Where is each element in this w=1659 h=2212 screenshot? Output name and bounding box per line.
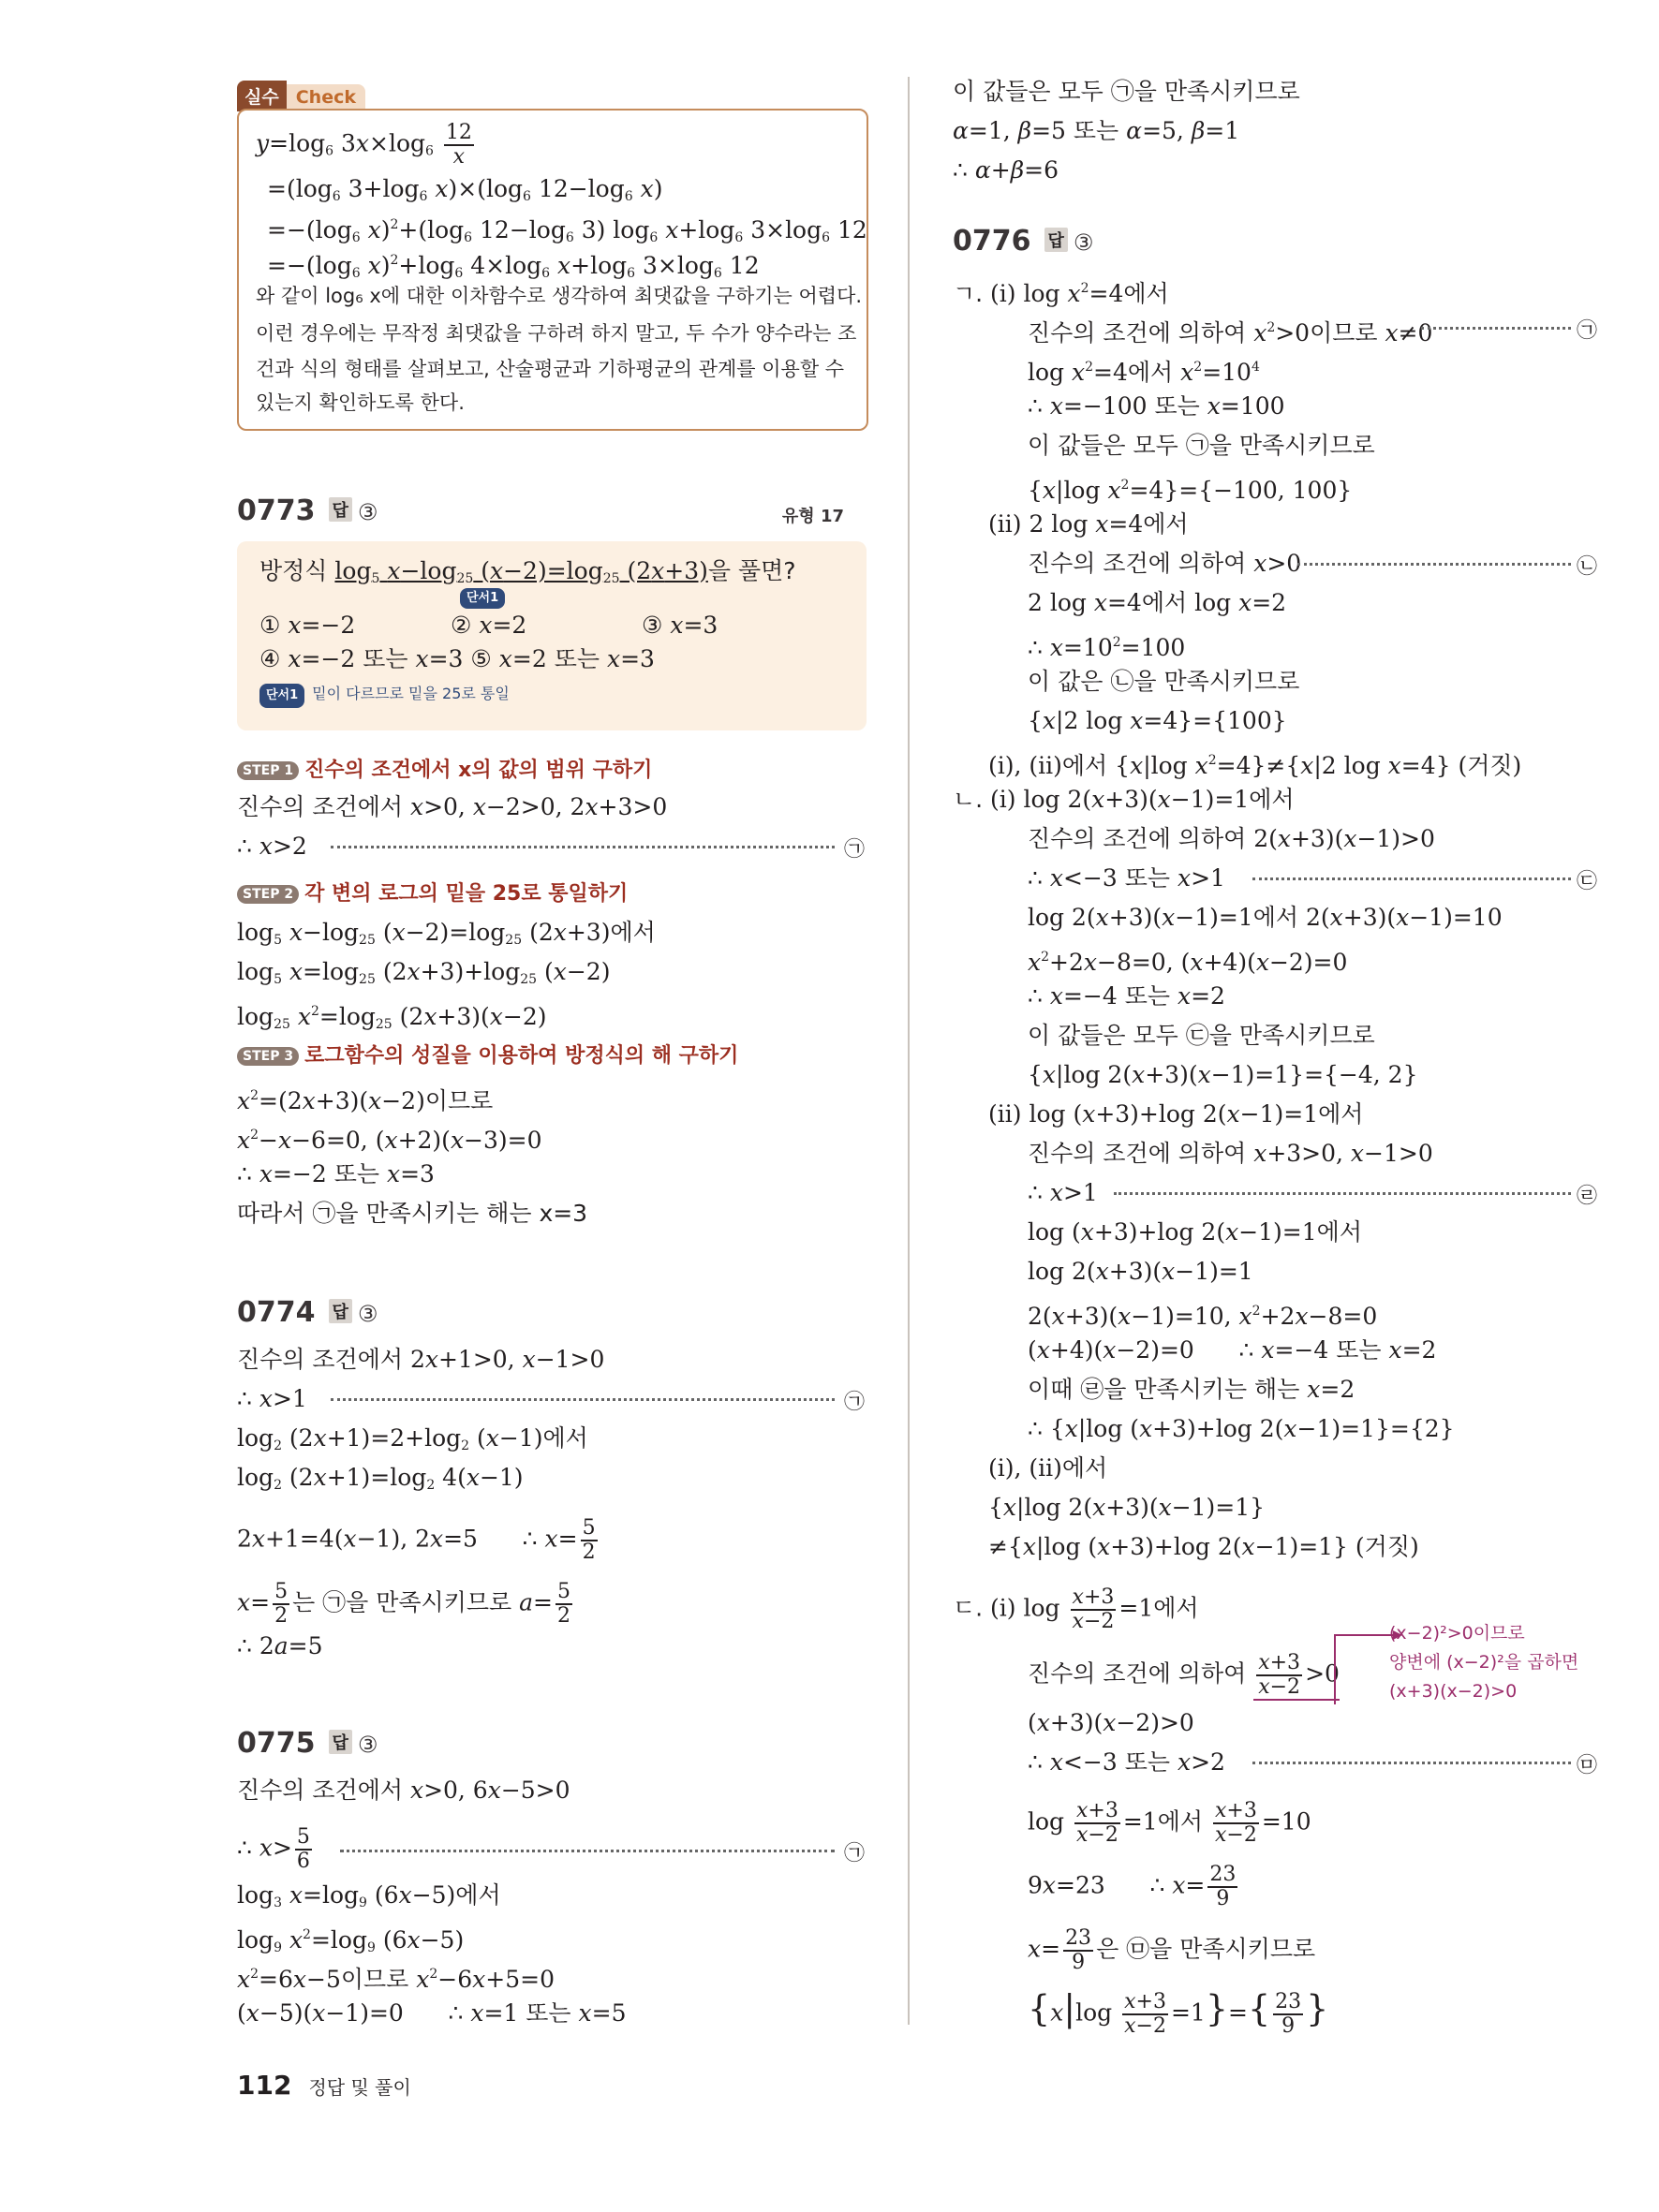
l0774-1: 진수의 조건에서 2x+1>0, x−1>0 bbox=[237, 1346, 605, 1373]
note-line-1: (x−2)²>0이므로 bbox=[1389, 1623, 1525, 1644]
l0775-2: ∴ x> $\frac{5}{6}$ bbox=[237, 1825, 310, 1873]
r-10: ∴ $x=10^2=100$ bbox=[1028, 634, 1186, 661]
circle-mark: ㉠ bbox=[1577, 319, 1598, 343]
r-26: log 2(x+3)(x−1)=1 bbox=[1028, 1258, 1253, 1285]
r-36: (x+3)(x−2)>0 bbox=[1028, 1709, 1194, 1736]
r-33: ≠{x|log (x+3)+log 2(x−1)=1} (거짓) bbox=[988, 1533, 1419, 1560]
l0773-5: $\log_{25} x^2=\log_{25}$ (2x+3)(x−2) bbox=[237, 1003, 547, 1032]
leader-dots bbox=[1297, 563, 1571, 566]
r-1: ㄱ. (ⅰ) $\log x^2=4$에서 bbox=[953, 280, 1169, 307]
r-23: 진수의 조건에 의하여 x+3>0, x−1>0 bbox=[1028, 1140, 1433, 1167]
circle-mark: ㉢ bbox=[1577, 870, 1598, 893]
hint-line: 단서1 밑이 다르므로 밑을 25로 통일 bbox=[259, 680, 510, 708]
problem-question: 방정식 $\log_5 x-\log_{25}$ $(x-2)=\log_{25}$ (2x+3)을 풀면? bbox=[259, 557, 796, 586]
l0773-8: ∴ x=−2 또는 x=3 bbox=[237, 1160, 435, 1187]
r-16: ∴ x<−3 또는 x>1 bbox=[1028, 864, 1225, 892]
leader-dots bbox=[1252, 877, 1571, 880]
column-divider bbox=[908, 77, 910, 2025]
l0775-4: $\log_9 x^2=\log_9$ (6x−5) bbox=[237, 1926, 465, 1955]
r-39: 9x=23 ∴ x= $\frac{23}{9}$ bbox=[1028, 1863, 1237, 1910]
l0773-3: $\log_5 x-\log_{25}$ $(x-2)=\log_{25}$ (2x+3)에서 bbox=[237, 919, 656, 948]
check-desc-2: 이런 경우에는 무작정 최댓값을 구하려 하지 말고, 두 수가 양수라는 조 bbox=[256, 322, 857, 345]
choice-1: ① x=−2 bbox=[259, 612, 356, 639]
r-top-2: α=1, β=5 또는 α=5, β=1 bbox=[953, 117, 1240, 144]
circle-mark: ㉠ bbox=[844, 838, 866, 862]
r-31: (ⅰ), (ⅱ)에서 bbox=[988, 1454, 1108, 1482]
r-17: log 2(x+3)(x−1)=1에서 2(x+3)(x−1)=10 bbox=[1028, 904, 1503, 931]
r-15: 진수의 조건에 의하여 2(x+3)(x−1)>0 bbox=[1028, 825, 1435, 852]
l0774-6: x= $\frac{5}{2}$ 는 ㉠을 만족시키므로 a= $\frac{5}{2}$ bbox=[237, 1580, 570, 1628]
r-30: ∴ {x|log (x+3)+log 2(x−1)=1}={2} bbox=[1028, 1415, 1455, 1442]
r-22: (ⅱ) log (x+3)+log 2(x−1)=1에서 bbox=[988, 1100, 1364, 1128]
l0775-3: $\log_3 x=\log_9$ (6x−5)에서 bbox=[237, 1881, 501, 1910]
r-11: 이 값은 ㉡을 만족시키므로 bbox=[1028, 668, 1300, 695]
r-12: {x|2 log x=4}={100} bbox=[1028, 707, 1287, 734]
check-eq-4: $=-(\log_6$ $x)^2+\log_6$ $4\times\log_6$ $x+\log_6$ $3\times\log_6$ 12 bbox=[267, 252, 760, 281]
r-21: {x|log 2(x+3)(x−1)=1}={−4, 2} bbox=[1028, 1061, 1418, 1088]
r-13: (ⅰ), (ⅱ)에서 {x|log $x^2=4\}\ne\{x|2$ log x=4} (거짓) bbox=[988, 752, 1522, 779]
r-19: ∴ x=−4 또는 x=2 bbox=[1028, 982, 1225, 1010]
r-24: ∴ x>1 bbox=[1028, 1179, 1098, 1206]
r-9: 2 log x=4에서 log x=2 bbox=[1028, 589, 1287, 616]
r-8: 진수의 조건에 의하여 x>0 bbox=[1028, 550, 1302, 577]
page-number: 112 bbox=[237, 2070, 292, 2101]
step-3: STEP 3 로그함수의 성질을 이용하여 방정식의 해 구하기 bbox=[237, 1040, 738, 1069]
l0773-1: 진수의 조건에서 x>0, x−2>0, 2x+3>0 bbox=[237, 793, 668, 820]
l0774-4: $\log_2 (2x+1)=\log_2$ 4(x−1) bbox=[237, 1464, 524, 1493]
r-25: log (x+3)+log 2(x−1)=1에서 bbox=[1028, 1218, 1362, 1246]
page-footer bbox=[237, 2070, 411, 2101]
leader-dots bbox=[1421, 327, 1571, 330]
r-35: 진수의 조건에 의하여 $\frac{x+3}{x-2}$ >0 bbox=[1028, 1651, 1340, 1699]
r-37: ∴ x<−3 또는 x>2 bbox=[1028, 1748, 1225, 1776]
r-2: 진수의 조건에 의하여 $x^2>0$이므로 x≠0 bbox=[1028, 319, 1433, 347]
leader-dots bbox=[331, 1398, 835, 1401]
circle-mark: ㉠ bbox=[844, 1391, 866, 1414]
choice-3: ③ x=3 bbox=[642, 612, 718, 639]
l0774-7: ∴ 2a=5 bbox=[237, 1632, 323, 1659]
r-18: $x^2+2x-8=0$, (x+4)(x−2)=0 bbox=[1028, 949, 1348, 976]
l0774-5: 2x+1=4(x−1), 2x=5 ∴ x= $\frac{5}{2}$ bbox=[237, 1516, 596, 1564]
r-41: {x|log $\frac{x+3}{x-2}$ =1}={ $\frac{23}{9}$ } bbox=[1028, 1987, 1329, 2038]
problem-number-0775: 0775 답 ③ bbox=[237, 1727, 378, 1760]
circle-mark: ㉣ bbox=[1577, 1185, 1598, 1208]
r-6: {x|log $x^2=4\}=\{-100$, 100} bbox=[1028, 477, 1353, 504]
problem-number-0776: 0776 답 ③ bbox=[953, 225, 1094, 258]
r-4: ∴ x=−100 또는 x=100 bbox=[1028, 392, 1285, 420]
l0775-5: $x^2=6x-5$이므로 $x^2-6x+5=0$ bbox=[237, 1966, 555, 1993]
problem-number-0774: 0774 답 ③ bbox=[237, 1296, 378, 1329]
r-38: log $\frac{x+3}{x-2}$ =1에서 $\frac{x+3}{x-2}$ =10 bbox=[1028, 1799, 1311, 1847]
l0774-2: ∴ x>1 bbox=[237, 1385, 307, 1412]
circle-mark: ㉠ bbox=[844, 1842, 866, 1865]
leader-dots bbox=[331, 846, 835, 848]
r-top-3: ∴ α+β=6 bbox=[953, 156, 1059, 184]
check-desc-3: 건과 식의 형태를 살펴보고, 산술평균과 기하평균의 관계를 이용할 수 bbox=[256, 358, 845, 380]
l0773-7: $x^2-x-6=0$, (x+2)(x−3)=0 bbox=[237, 1127, 542, 1154]
l0774-3: $\log_2 (2x+1)=2+\log_2$ (x−1)에서 bbox=[237, 1424, 588, 1453]
l0773-2: ∴ x>2 bbox=[237, 833, 307, 860]
choice-4-5: ④ x=−2 또는 x=3 ⑤ x=2 또는 x=3 bbox=[259, 645, 655, 672]
r-40: x= $\frac{23}{9}$ 은 ㉤을 만족시키므로 bbox=[1028, 1926, 1316, 1974]
l0773-9: 따라서 ㉠을 만족시키는 해는 x=3 bbox=[237, 1200, 588, 1227]
l0773-4: $\log_5 x=\log_{25}$ $(2x+3)+\log_{25}$ (x−2) bbox=[237, 958, 611, 987]
check-tag: 실수 Check bbox=[237, 81, 365, 109]
r-28: (x+4)(x−2)=0 ∴ x=−4 또는 x=2 bbox=[1028, 1336, 1437, 1364]
check-desc-4: 있는지 확인하도록 한다. bbox=[256, 391, 465, 414]
r-5: 이 값들은 모두 ㉠을 만족시키므로 bbox=[1028, 432, 1375, 459]
l0775-6: (x−5)(x−1)=0 ∴ x=1 또는 x=5 bbox=[237, 1999, 627, 2027]
check-eq-1: $y=\log_6$ $3x\times\log_6$ $\frac{12}{x}$ bbox=[256, 121, 472, 169]
leader-dots bbox=[340, 1850, 835, 1852]
l0773-6: $x^2=(2x+3)(x-2)$이므로 bbox=[237, 1087, 494, 1114]
check-desc-1: 와 같이 log₆ x에 대한 이차함수로 생각하여 최댓값을 구하기는 어렵다. bbox=[256, 285, 863, 307]
type-tag: 유형 17 bbox=[781, 507, 844, 526]
circle-mark: ㉡ bbox=[1577, 555, 1598, 579]
choice-2: ② x=2 bbox=[451, 612, 527, 639]
step-1: STEP 1 진수의 조건에서 x의 값의 범위 구하기 bbox=[237, 754, 652, 783]
hint-marker: 단서1 bbox=[460, 584, 505, 609]
r-top-1: 이 값들은 모두 ㉠을 만족시키므로 bbox=[953, 78, 1300, 105]
r-32: {x|log 2(x+3)(x−1)=1} bbox=[988, 1494, 1266, 1521]
r-34: ㄷ. (ⅰ) log $\frac{x+3}{x-2}$ =1에서 bbox=[953, 1585, 1199, 1633]
footer-label: 정답 및 풀이 bbox=[308, 2076, 411, 2099]
check-eq-2: $=(\log_6$ $3+\log_6$ $x)\times(\log_6$ $12-\log_6$ x) bbox=[267, 175, 663, 204]
check-eq-3: $=-(\log_6$ $x)^2+(\log_6$ $12-\log_6$ 3) $\log_6 x+\log_6$ $3\times\log_6$ 12 bbox=[267, 216, 867, 245]
problem-number-0773: 0773 답 ③ bbox=[237, 494, 378, 527]
leader-dots bbox=[1252, 1762, 1571, 1764]
r-14: ㄴ. (ⅰ) log 2(x+3)(x−1)=1에서 bbox=[953, 786, 1295, 813]
note-line-3: (x+3)(x−2)>0 bbox=[1389, 1681, 1518, 1702]
r-3: $\log x^2=4$에서 $x^2=10^4$ bbox=[1028, 359, 1260, 386]
note-line-2: 양변에 (x−2)²을 곱하면 bbox=[1389, 1652, 1579, 1673]
l0775-1: 진수의 조건에서 x>0, 6x−5>0 bbox=[237, 1777, 570, 1804]
r-7: (ⅱ) 2 log x=4에서 bbox=[988, 510, 1189, 538]
leader-dots bbox=[1114, 1192, 1571, 1195]
r-29: 이때 ㉣을 만족시키는 해는 x=2 bbox=[1028, 1376, 1355, 1403]
r-20: 이 값들은 모두 ㉢을 만족시키므로 bbox=[1028, 1022, 1375, 1049]
r-27: 2(x+3)(x−1)=10, $x^2+2x-8=0$ bbox=[1028, 1303, 1378, 1330]
circle-mark: ㉤ bbox=[1577, 1754, 1598, 1777]
step-2: STEP 2 각 변의 로그의 밑을 25로 통일하기 bbox=[237, 877, 628, 907]
